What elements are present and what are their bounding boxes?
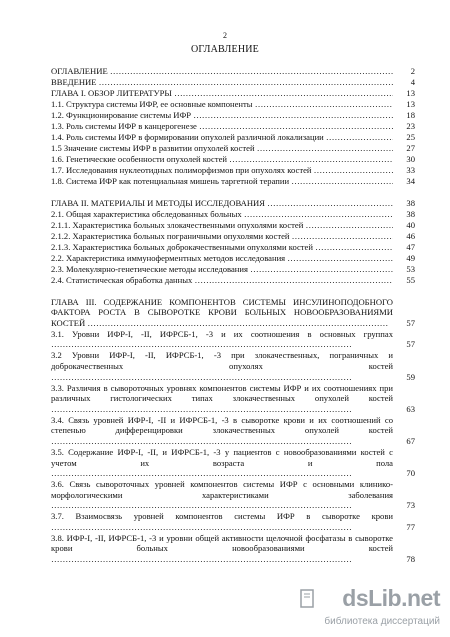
toc-entry: 3.7. Взаимосвязь уровней компонентов системы ИФР в сыворотке крови …………………………………………………………………………………………… 77 [51,511,415,532]
watermark-logo: dsLib.net [342,585,440,611]
page-title: ОГЛАВЛЕНИЕ [191,44,259,55]
watermark-caption: библиотека диссертаций [324,616,440,627]
toc-entry: 2.2. Характеристика иммуноферментных методов исследования …………………………………………………………………………………………………………………………… 49 [51,253,415,264]
toc-entry: ГЛАВА II. МАТЕРИАЛЫ И МЕТОДЫ ИССЛЕДОВАНИЯ …………………………………………………………………………………………………………………………… 38 [51,198,415,209]
toc-entry: ГЛАВА III. СОДЕРЖАНИЕ КОМПОНЕНТОВ СИСТЕМЫ ИНСУЛИНОПОДОБНОГО ФАКТОРА РОСТА В СЫВОРОТКЕ КРОВИ БОЛЬНЫХ НОВООБРАЗОВАНИЯМИ КОСТЕЙ …………………………………………………………………………………………… 57 [51,297,415,329]
book-icon [300,589,316,609]
toc-entry: 2.1.3. Характеристика больных доброкачественными опухолями костей …………………………………………………………………………………………………………………………… 47 [51,242,415,253]
toc-entry: 3.1. Уровни ИФР-I, -II, ИФРСБ-1, -3 и их соотношения в основных группах …………………………………………………………………………………………… 57 [51,329,415,350]
toc-entry: 3.4. Связь уровней ИФР-I, -II и ИФРСБ-1, -3 в сыворотке крови и их соотношений со степенью дифференцировки злокачественных опухолей костей …………………………………………………………………………………………… 67 [51,415,415,447]
table-of-contents [51,66,415,565]
toc-entry: 3.6. Связь сывороточных уровней компонентов системы ИФР с основными клинико-морфологическими характеристиками заболевания …………………………………………………………………………………………… 73 [51,479,415,511]
toc-entry: 1.1. Структура системы ИФР, ее основные компоненты …………………………………………………………………………………………………………………………… 13 [51,99,415,110]
toc-entry: ВВЕДЕНИЕ …………………………………………………………………………………………………………………………… 4 [51,77,415,88]
toc-entry: ОГЛАВЛЕНИЕ …………………………………………………………………………………………………………………………… 2 [51,66,415,77]
toc-entry: ГЛАВА I. ОБЗОР ЛИТЕРАТУРЫ …………………………………………………………………………………………………………………………… 13 [51,88,415,99]
toc-entry: 1.6. Генетические особенности опухолей костей …………………………………………………………………………………………………………………………… 30 [51,154,415,165]
toc-entry: 3.8. ИФР-I, -II, ИФРСБ-1, -3 и уровни общей активности щелочной фосфатазы в сыворотке крови больных новообразованиями костей …………………………………………………………………………………………… 78 [51,533,415,565]
toc-entry: 2.1. Общая характеристика обследованных больных …………………………………………………………………………………………………………………………… 38 [51,209,415,220]
watermark [320,585,440,627]
toc-entry: 1.5 Значение системы ИФР в развитии опухолей костей …………………………………………………………………………………………………………………………… 27 [51,143,415,154]
toc-entry: 1.2. Функционирование системы ИФР …………………………………………………………………………………………………………………………… 18 [51,110,415,121]
toc-entry: 1.7. Исследования нуклеотидных полиморфизмов при опухолях костей …………………………………………………………………………………………………………………………… 33 [51,165,415,176]
toc-entry: 1.3. Роль системы ИФР в канцерогенезе …………………………………………………………………………………………………………………………… 23 [51,121,415,132]
toc-entry: 2.1.2. Характеристика больных пограничными опухолями костей …………………………………………………………………………………………………………………………… 46 [51,231,415,242]
toc-entry: 2.1.1. Характеристика больных злокачественными опухолями костей …………………………………………………………………………………………………………………………… 40 [51,220,415,231]
toc-entry: 1.8. Система ИФР как потенциальная мишень таргетной терапии …………………………………………………………………………………………………………………………… 34 [51,176,415,187]
toc-entry: 1.4. Роль системы ИФР в формировании опухолей различной локализации …………………………………………………………………………………………………………………………… 25 [51,132,415,143]
toc-entry: 2.4. Статистическая обработка данных …………………………………………………………………………………………………………………………… 55 [51,275,415,286]
toc-entry: 3.3. Различия в сывороточных уровнях компонентов системы ИФР и их соотношениях при различных гистологических типах злокачественных опухолей костей …………………………………………………………………………………………… 63 [51,383,415,415]
toc-entry: 3.5. Содержание ИФР-I, -II, и ИФРСБ-1, -3 у пациентов с новообразованиями костей с учетом их возраста и пола …………………………………………………………………………………………… 70 [51,447,415,479]
toc-entry: 3.2 Уровни ИФР-I, -II, ИФРСБ-1, -3 при злокачественных, пограничных и доброкачественных опухолях костей …………………………………………………………………………………………… 59 [51,350,415,382]
page-number: 2 [223,31,227,40]
toc-entry: 2.3. Молекулярно-генетические методы исследования …………………………………………………………………………………………………………………………… 53 [51,264,415,275]
